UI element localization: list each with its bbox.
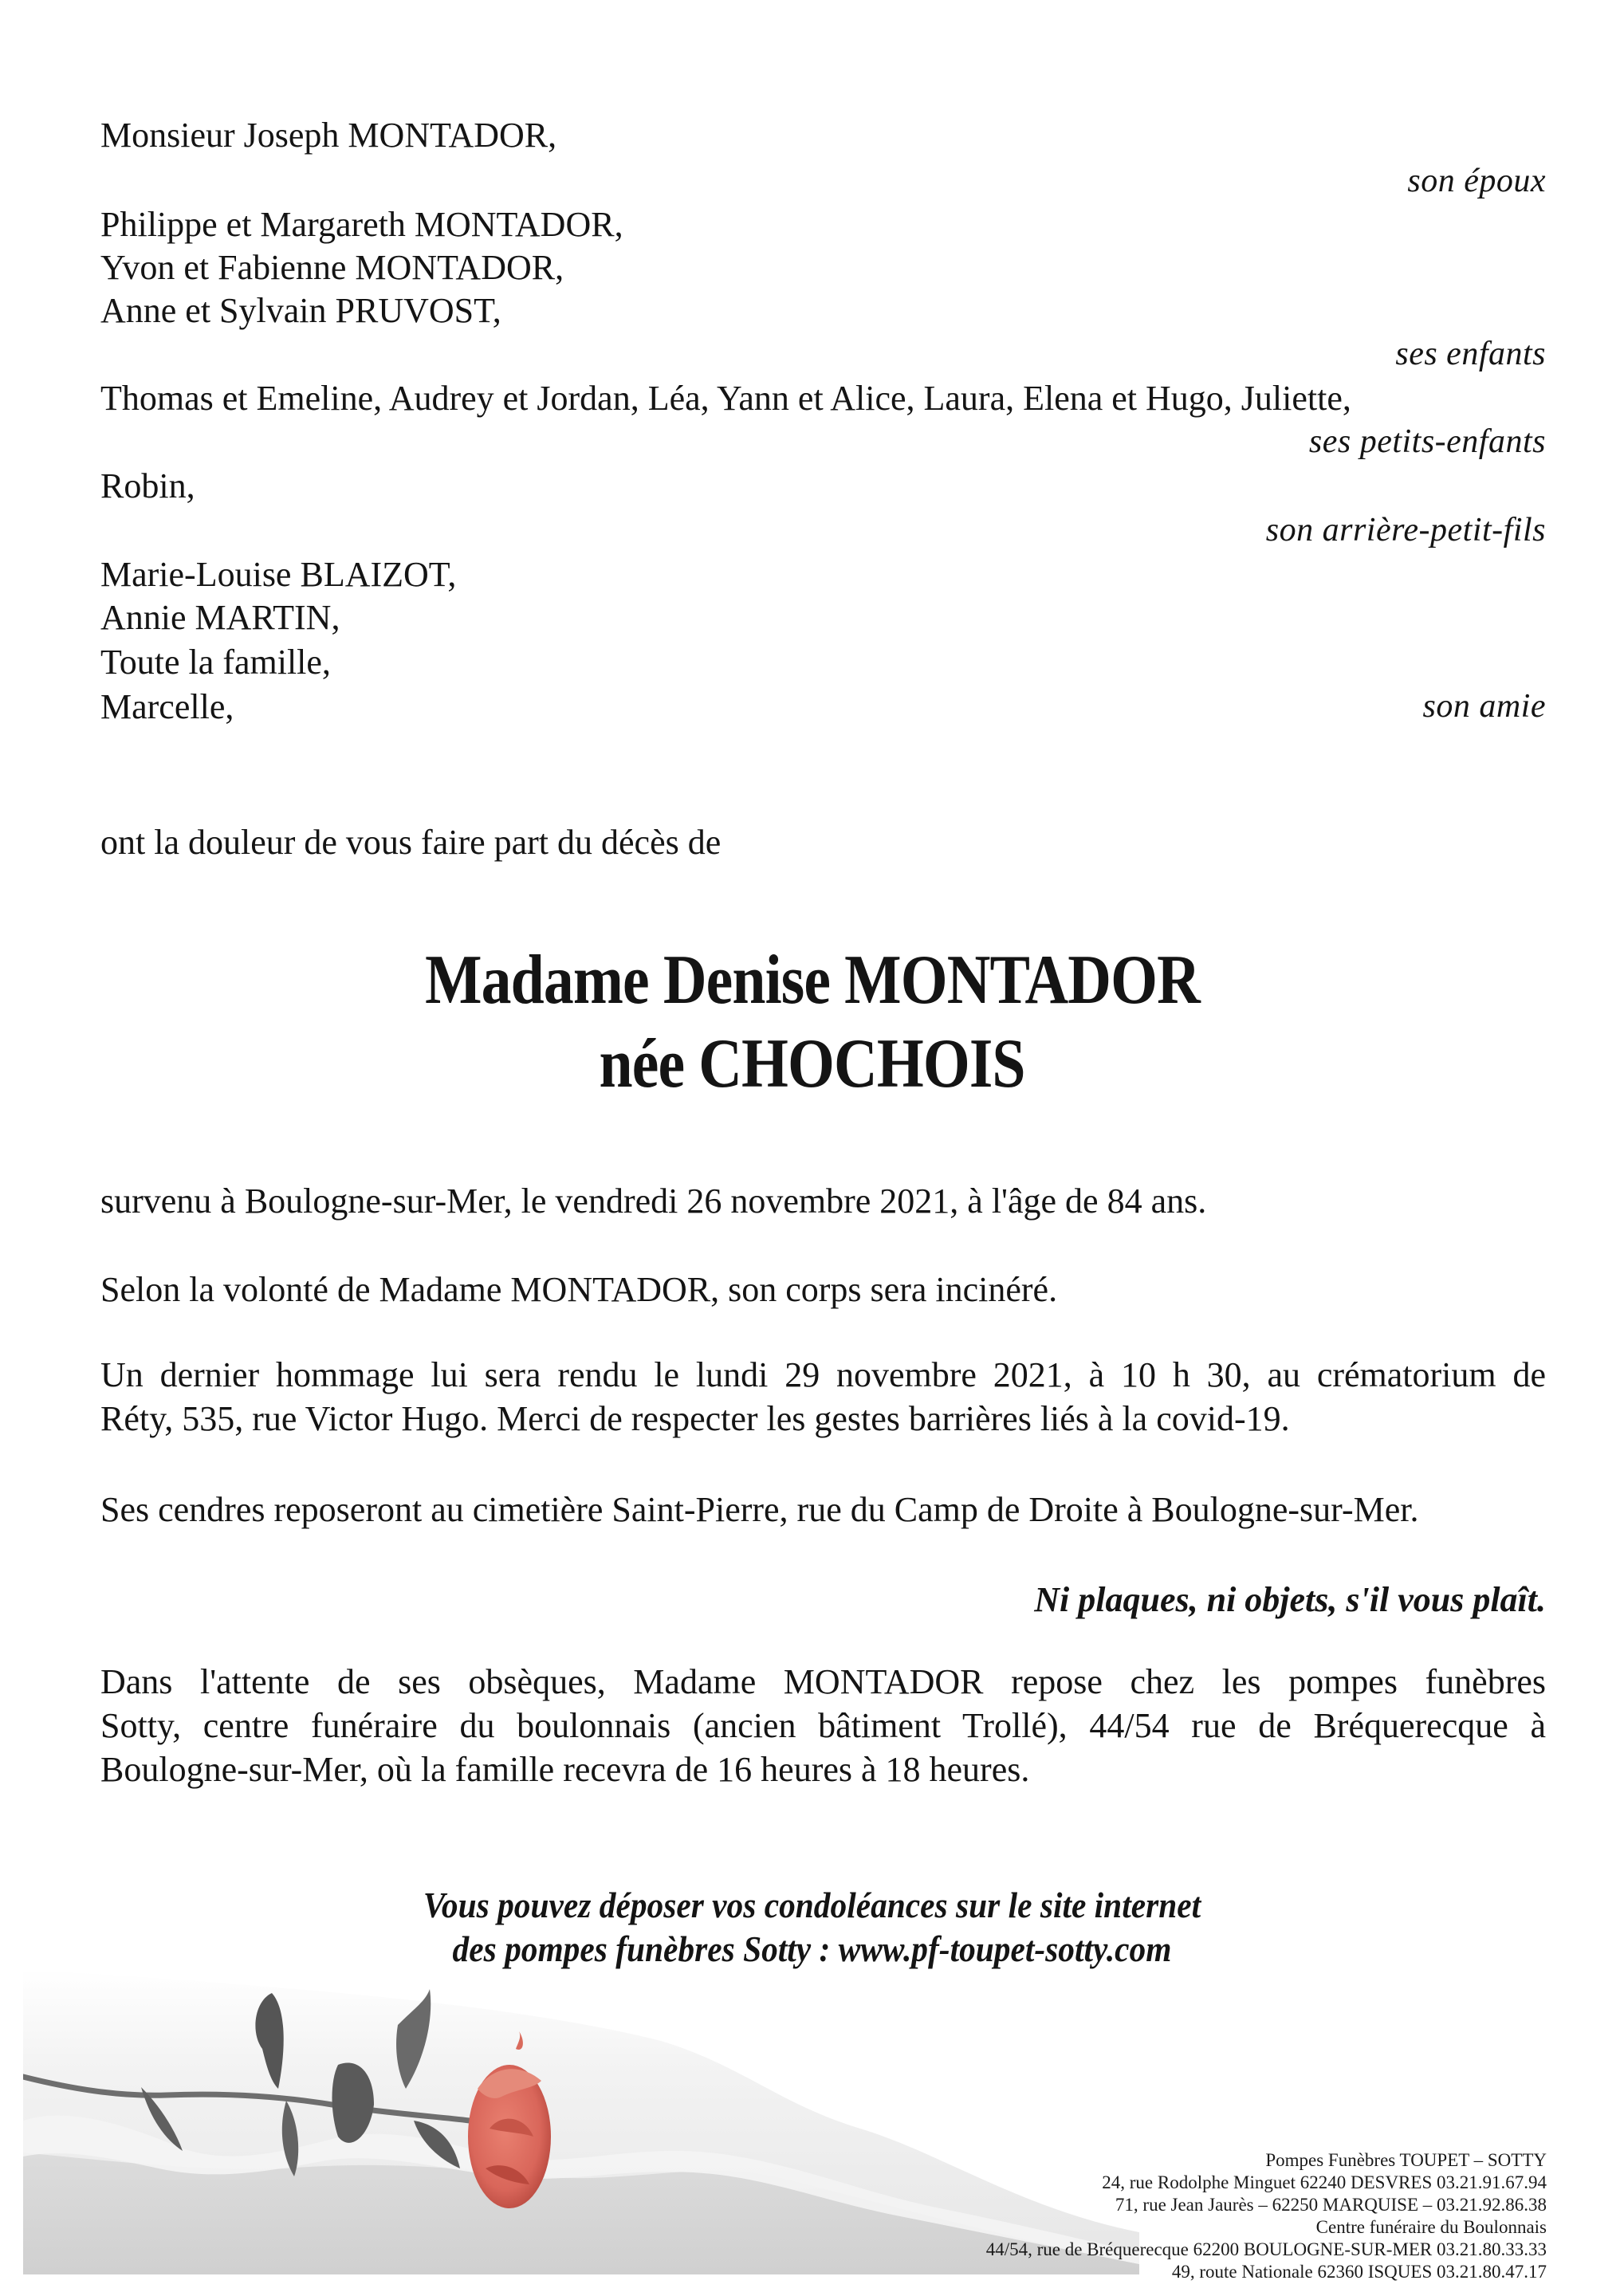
family-name-relative: Annie MARTIN, [100, 598, 340, 637]
deceased-maiden-name-text: née CHOCHOIS [599, 1025, 1025, 1103]
relation-label-children: ses enfants [1395, 336, 1546, 372]
resting-place-paragraph [100, 1660, 1546, 1791]
footer-address-marquise: 71, rue Jean Jaurès – 62250 MARQUISE – 03.21.92.86.38 [1115, 2195, 1547, 2215]
footer-address-desvres: 24, rue Rodolphe Minguet 62240 DESVRES 03.21.91.67.94 [1102, 2172, 1547, 2192]
family-name-child: Philippe et Margareth MONTADOR, [100, 205, 623, 244]
relation-label-grandchildren: ses petits-enfants [1308, 423, 1546, 460]
resting-line: Dans l'attente de ses obsèques, Madame MONTADOR repose chez les pompes funèbres [100, 1662, 1546, 1701]
relation-label-spouse: son époux [1407, 163, 1546, 199]
deceased-name [0, 942, 1624, 1019]
tribute-line: Un dernier hommage lui sera rendu le lundi 29 novembre 2021, à 10 h 30, au crématorium de [100, 1355, 1546, 1394]
family-name-spouse: Monsieur Joseph MONTADOR, [100, 116, 557, 155]
death-details: survenu à Boulogne-sur-Mer, le vendredi 26 novembre 2021, à l'âge de 84 ans. [100, 1181, 1207, 1221]
family-name-friend: Marcelle, [100, 687, 234, 726]
relation-label-great-grandchild: son arrière-petit-fils [1265, 512, 1546, 548]
cremation-notice: Selon la volonté de Madame MONTADOR, son corps sera incinéré. [100, 1270, 1058, 1309]
tribute-line: Réty, 535, rue Victor Hugo. Merci de respecter les gestes barrières liés à la covid-19. [100, 1399, 1290, 1438]
family-name-all: Toute la famille, [100, 643, 331, 682]
announcement-text: ont la douleur de vous faire part du décès de [100, 823, 722, 862]
footer-address-boulogne: 44/54, rue de Bréquerecque 62200 BOULOGNE-SUR-MER 03.21.80.33.33 [985, 2239, 1547, 2259]
deceased-maiden-name [0, 1025, 1624, 1103]
family-name-great-grandchild: Robin, [100, 466, 195, 505]
condolences-line: Vous pouvez déposer vos condoléances sur le site internet [423, 1885, 1201, 1925]
footer-company-name: Pompes Funèbres TOUPET – SOTTY [1265, 2150, 1547, 2170]
resting-line: Boulogne-sur-Mer, où la famille recevra de 16 heures à 18 heures. [100, 1750, 1030, 1789]
rose-on-beach-image [23, 1969, 1139, 2274]
condolences-line-website[interactable]: des pompes funèbres Sotty : www.pf-toupet-sotty.com [452, 1928, 1172, 1969]
family-name-child: Anne et Sylvain PRUVOST, [100, 291, 501, 330]
no-flowers-notice: Ni plaques, ni objets, s'il vous plaît. [1034, 1580, 1546, 1619]
family-name-child: Yvon et Fabienne MONTADOR, [100, 248, 564, 287]
footer-address-isques: 49, route Nationale 62360 ISQUES 03.21.80.47.17 [1171, 2262, 1547, 2282]
deceased-name-text: Madame Denise MONTADOR [424, 942, 1200, 1019]
family-name-relative: Marie-Louise BLAIZOT, [100, 555, 457, 594]
relation-label-friend: son amie [1422, 688, 1546, 725]
family-names-grandchildren: Thomas et Emeline, Audrey et Jordan, Léa, Yann et Alice, Laura, Elena et Hugo, Juliette, [100, 379, 1351, 418]
ashes-notice: Ses cendres reposeront au cimetière Saint-Pierre, rue du Camp de Droite à Boulogne-sur-Mer. [100, 1490, 1419, 1529]
tribute-paragraph [100, 1353, 1546, 1441]
condolences-notice [0, 1883, 1624, 1971]
resting-line: Sotty, centre funéraire du boulonnais (ancien bâtiment Trollé), 44/54 rue de Bréquerecque à [100, 1706, 1546, 1745]
funeral-home-contact [986, 2149, 1547, 2283]
footer-centre-name: Centre funéraire du Boulonnais [1315, 2217, 1547, 2237]
